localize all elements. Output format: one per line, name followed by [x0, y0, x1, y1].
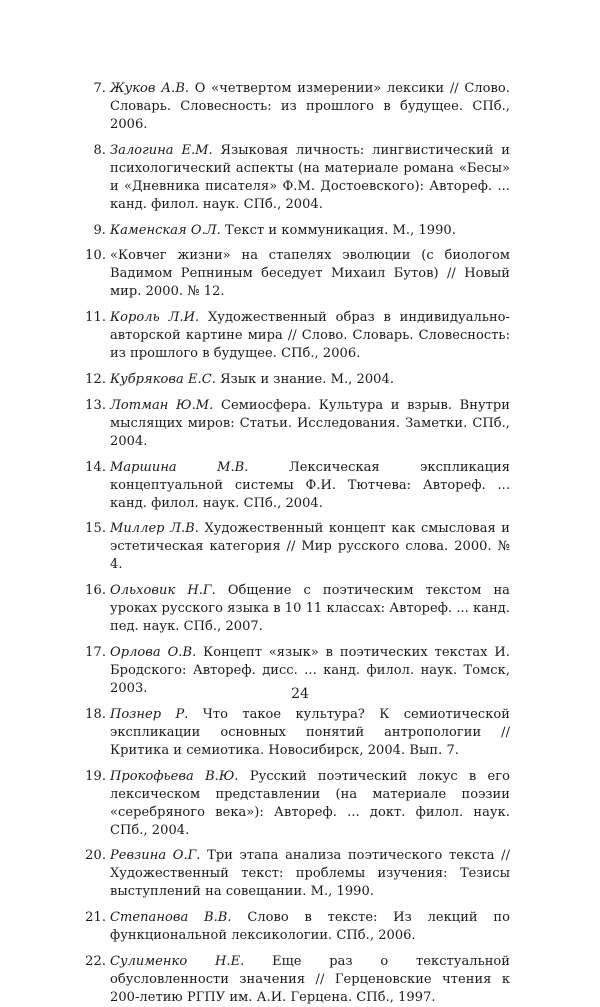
reference-item	[85, 371, 510, 389]
reference-item	[85, 768, 510, 840]
reference-text: Слово в тексте: Из лекций по функциональной лексикологии. СПб., 2006.	[110, 910, 510, 944]
reference-number: 19.	[85, 768, 106, 784]
reference-item	[85, 397, 510, 451]
page-number: 24	[291, 686, 309, 702]
reference-number: 18.	[85, 706, 106, 722]
reference-text: Что такое культура? К семиотической экспликации основных понятий антропологии // Критика и семиотика. Новосибирск, 2004. Вып. 7.	[110, 706, 510, 758]
reference-author: Лотман Ю.М.	[110, 397, 214, 413]
reference-number: 22.	[85, 953, 106, 969]
reference-author: Прокофьева В.Ю.	[110, 768, 239, 784]
reference-author: Каменская О.Л.	[110, 222, 221, 238]
reference-number: 14.	[85, 459, 106, 475]
reference-number: 13.	[85, 397, 106, 413]
reference-item	[85, 847, 510, 901]
reference-text: Общение с поэтическим текстом на уроках русского языка в 10 11 классах: Автореф. ... канд. пед. наук. СПб., 2007.	[110, 583, 510, 635]
reference-text: Художественный концепт как смысловая и эстетическая категория // Мир русского слова. 2000. № 4.	[110, 521, 510, 573]
reference-text: Три этапа анализа поэтического текста // Художественный текст: проблемы изучения: Тезисы выступлений на совещании. М., 1990.	[110, 848, 510, 900]
reference-item	[85, 706, 510, 760]
reference-number: 8.	[93, 142, 106, 158]
reference-item	[85, 582, 510, 636]
reference-number: 16.	[85, 583, 106, 599]
reference-author: Миллер Л.В.	[110, 521, 199, 537]
reference-number: 17.	[85, 644, 106, 660]
reference-author: Кубрякова Е.С.	[110, 371, 216, 387]
reference-item	[93, 222, 510, 240]
reference-author: Степанова В.В.	[110, 910, 232, 926]
reference-author: Жуков А.В.	[110, 81, 190, 96]
reference-text: Русский поэтический локус в его лексическом представлении (на материале поэзии «серебряного века»): Автореф. ... докт. филол. наук. СПб., 2004.	[110, 768, 510, 838]
reference-author: Ревзина О.Г.	[110, 848, 201, 864]
reference-number: 7.	[93, 81, 106, 96]
reference-list	[85, 80, 511, 1007]
reference-number: 9.	[93, 222, 106, 238]
reference-author: Маршина М.В.	[110, 459, 249, 475]
reference-number: 12.	[85, 371, 106, 387]
reference-number: 11.	[85, 310, 106, 326]
reference-item	[85, 459, 510, 513]
reference-number: 15.	[85, 521, 106, 537]
reference-number: 21.	[85, 910, 106, 926]
reference-text: «Ковчег жизни» на стапелях эволюции (с биологом Вадимом Репниным беседует Михаил Бутов) // Новый мир. 2000. № 12.	[110, 248, 510, 300]
reference-text: Семиосфера. Культура и взрыв. Внутри мыслящих миров: Статьи. Исследования. Заметки. СПб., 2004.	[110, 397, 510, 449]
reference-text: О «четвертом измерении» лексики // Слово. Словарь. Словесность: из прошлого в будущее. СПб., 2006.	[110, 81, 510, 132]
reference-item	[85, 953, 511, 1007]
reference-author: Познер Р.	[110, 706, 189, 722]
reference-number: 10.	[85, 248, 106, 264]
reference-text: Язык и знание. М., 2004.	[215, 371, 394, 387]
reference-item	[85, 247, 510, 301]
reference-author: Ольховик Н.Г.	[110, 583, 216, 599]
reference-text: Лексическая экспликация концептуальной системы Ф.И. Тютчева: Автореф. ... канд. филол. наук. СПб., 2004.	[110, 459, 510, 511]
reference-text: Языковая личность: лингвистический и психологический аспекты (на материале романа «Бесы» и «Дневника писателя» Ф.М. Достоевского): Автореф. ... канд. филол. наук. СПб., 2004.	[110, 142, 511, 212]
reference-item	[85, 520, 510, 574]
reference-author: Король Л.И.	[110, 310, 200, 326]
reference-item	[93, 142, 511, 214]
reference-text: Концепт «язык» в поэтических текстах И. Бродского: Автореф. дисс. ... канд. филол. наук. Томск, 2003.	[110, 644, 510, 696]
reference-author: Сулименко Н.Е.	[110, 953, 245, 969]
reference-item	[85, 909, 510, 945]
reference-item	[85, 309, 510, 363]
reference-text: Художественный образ в индивидуально-авторской картине мира // Слово. Словарь. Словесность: из прошлого в будущее. СПб., 2006.	[110, 310, 510, 362]
reference-text: Текст и коммуникация. М., 1990.	[220, 222, 456, 238]
reference-text: Еще раз о текстуальной обусловленности значения // Герценовские чтения к 200-летию РГПУ им. А.И. Герцена. СПб., 1997.	[110, 953, 511, 1005]
reference-number: 20.	[85, 848, 106, 864]
reference-author: Орлова О.В.	[110, 644, 197, 660]
reference-item	[93, 80, 510, 134]
reference-author: Залогина Е.М.	[110, 142, 213, 158]
